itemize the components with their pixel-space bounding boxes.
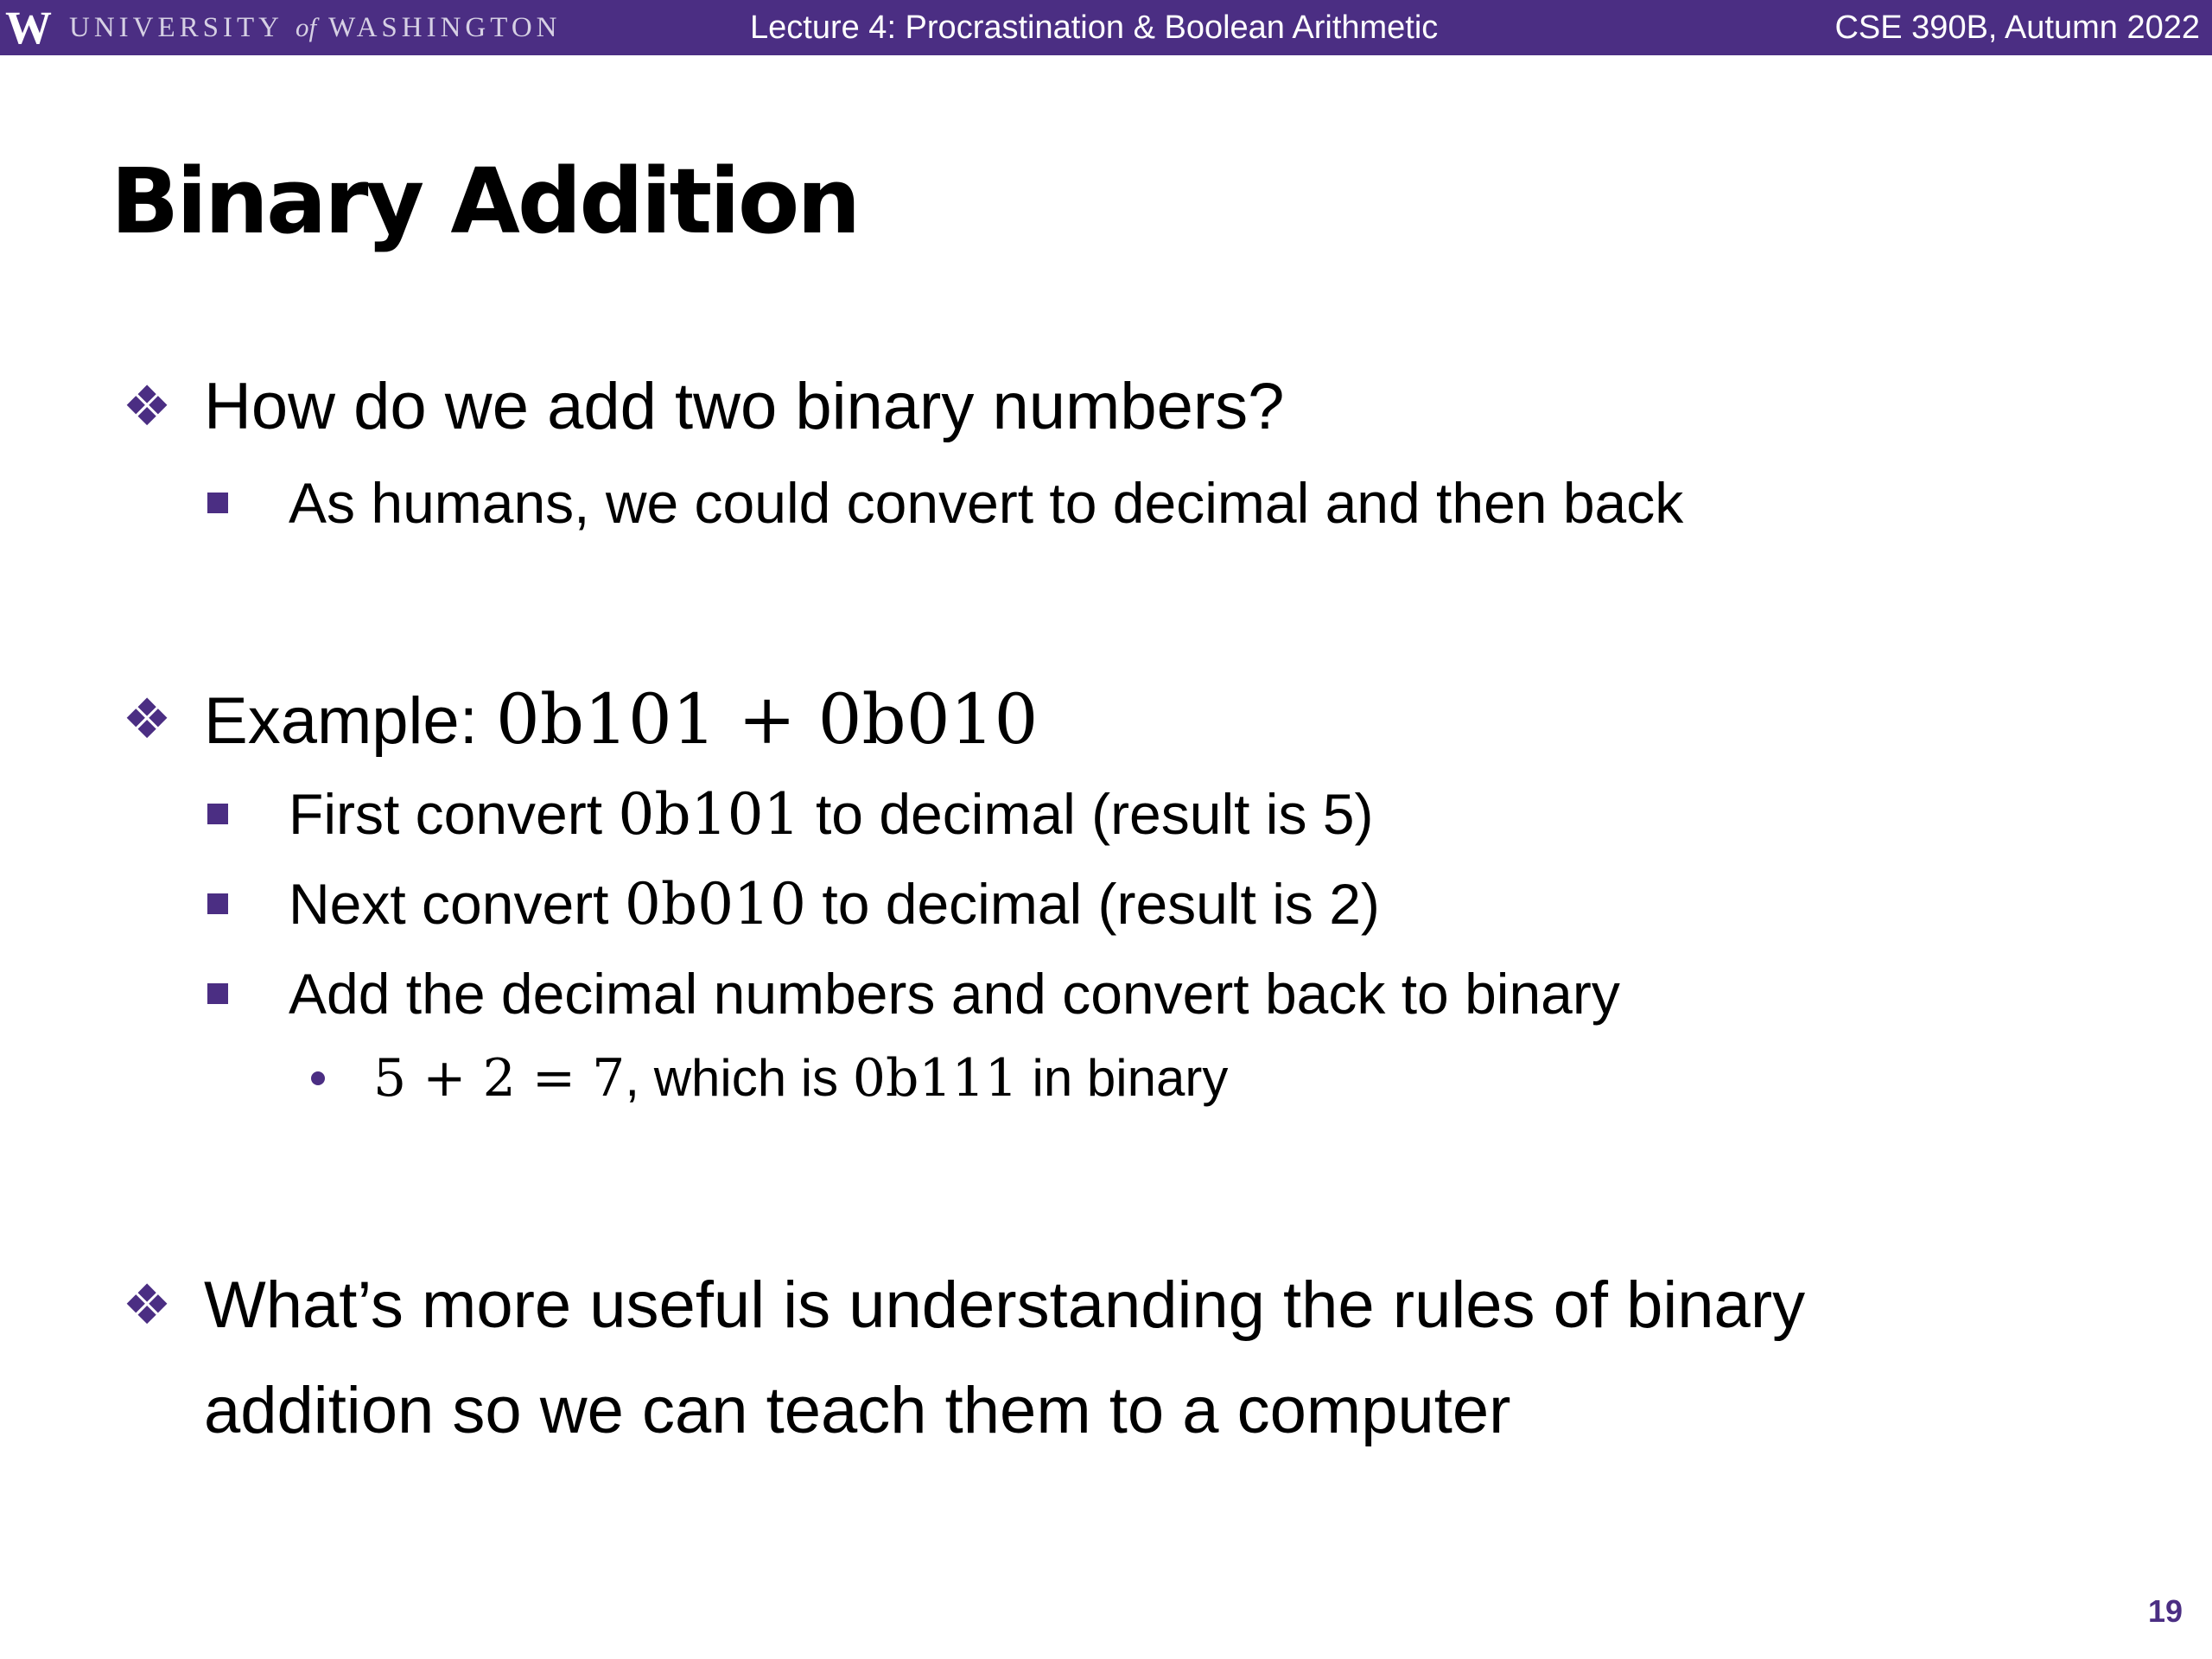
diamond-cluster-icon: ❖ (122, 375, 172, 439)
subsub-math-2: 0b111 (852, 1048, 1018, 1109)
university-of: of (295, 12, 317, 42)
square-bullet-icon (207, 493, 228, 513)
subsub-middle: , which is (625, 1049, 853, 1107)
washington-word: WASHINGTON (328, 12, 562, 43)
sub-2-prefix: Next convert (289, 872, 625, 936)
square-bullet-icon (207, 804, 228, 824)
bullet-2-subsub-1 (373, 1037, 1228, 1120)
diamond-cluster-icon: ❖ (122, 688, 172, 752)
sub-1-suffix: to decimal (result is 5) (799, 782, 1374, 846)
square-bullet-icon (207, 893, 228, 914)
bullet-2-sub-3: Add the decimal numbers and convert back to binary (289, 962, 1620, 1026)
sub-1-math: 0b101 (618, 781, 800, 848)
square-bullet-icon (207, 983, 228, 1004)
bullet-2-sub-1 (289, 771, 1374, 858)
page-number: 19 (2147, 1593, 2183, 1629)
bullet-2-sub-2 (289, 861, 1380, 948)
bullet-2-math: 0b101 + 0b010 (495, 679, 1039, 760)
sub-2-math: 0b010 (624, 871, 807, 938)
subsub-suffix: in binary (1017, 1049, 1229, 1107)
university-word: UNIVERSITY (69, 12, 283, 43)
diamond-cluster-icon: ❖ (122, 1274, 172, 1338)
bullet-3-line-1: What’s more useful is understanding the rules of binary (204, 1268, 1806, 1342)
bullet-2-prefix: Example: (204, 684, 496, 758)
uw-logo (5, 0, 562, 55)
bullet-1: How do we add two binary numbers? (204, 370, 1285, 443)
bullet-1-sub-1: As humans, we could convert to decimal and then back (289, 471, 1684, 535)
lecture-title: Lecture 4: Procrastination & Boolean Arithmetic (750, 10, 1439, 46)
bullet-2 (204, 667, 1038, 774)
sub-2-suffix: to decimal (result is 2) (806, 872, 1380, 936)
header-bar (0, 0, 2212, 55)
uw-w-logo-icon: W (5, 2, 50, 54)
course-label: CSE 390B, Autumn 2022 (1834, 10, 2200, 46)
slide-title: Binary Addition (111, 149, 859, 254)
dot-bullet-icon (311, 1071, 325, 1085)
sub-1-prefix: First convert (289, 782, 619, 846)
bullet-3-line-2: addition so we can teach them to a computer (204, 1374, 1511, 1447)
subsub-math-1: 5 + 2 = 7 (373, 1048, 626, 1109)
university-name (69, 0, 562, 55)
